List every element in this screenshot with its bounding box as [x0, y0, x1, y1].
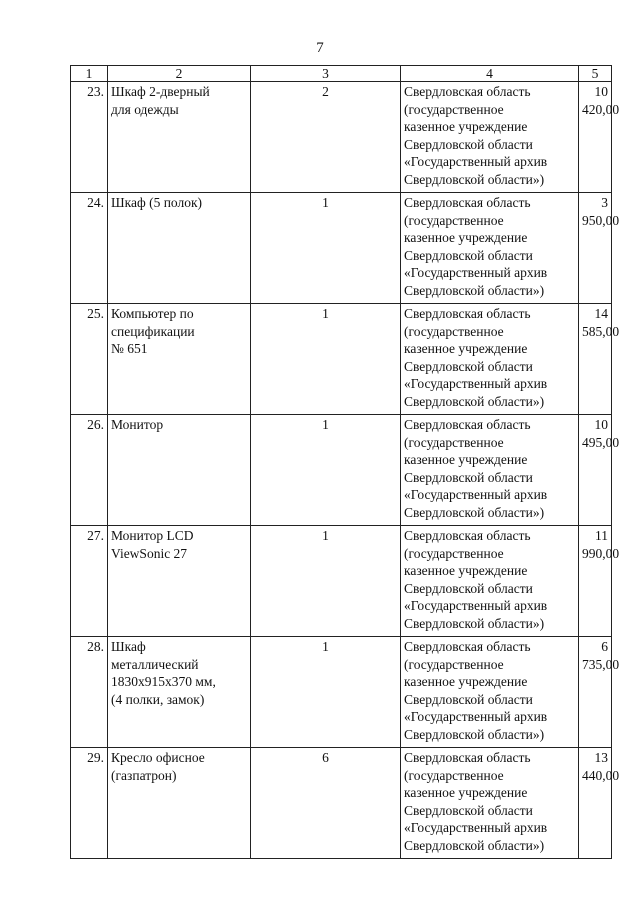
item-name: Шкаф металлический 1830x915x370 мм, (4 полки, замок)	[108, 637, 251, 748]
item-location: Свердловская область (государственное казенное учреждение Свердловской области «Государственный архив Свердловской области»)	[401, 415, 579, 526]
row-number: 23.	[71, 82, 108, 193]
item-price: 3 950,00	[579, 193, 612, 304]
item-name: Кресло офисное (газпатрон)	[108, 748, 251, 859]
column-header-1: 1	[71, 66, 108, 82]
table-row	[71, 748, 612, 859]
item-location: Свердловская область (государственное казенное учреждение Свердловской области «Государственный архив Свердловской области»)	[401, 193, 579, 304]
row-number: 27.	[71, 526, 108, 637]
table-header	[71, 66, 612, 82]
item-name: Шкаф (5 полок)	[108, 193, 251, 304]
item-price: 13 440,00	[579, 748, 612, 859]
item-price: 14 585,00	[579, 304, 612, 415]
row-number: 28.	[71, 637, 108, 748]
property-table	[70, 65, 620, 859]
item-location: Свердловская область (государственное казенное учреждение Свердловской области «Государственный архив Свердловской области»)	[401, 82, 579, 193]
item-location: Свердловская область (государственное казенное учреждение Свердловской области «Государственный архив Свердловской области»)	[401, 304, 579, 415]
item-quantity: 1	[251, 415, 401, 526]
item-location: Свердловская область (государственное казенное учреждение Свердловской области «Государственный архив Свердловской области»)	[401, 526, 579, 637]
item-location: Свердловская область (государственное казенное учреждение Свердловской области «Государственный архив Свердловской области»)	[401, 748, 579, 859]
item-quantity: 1	[251, 637, 401, 748]
item-price: 6 735,00	[579, 637, 612, 748]
row-number: 26.	[71, 415, 108, 526]
table-row	[71, 415, 612, 526]
row-number: 25.	[71, 304, 108, 415]
header-row	[71, 66, 612, 82]
item-name: Монитор LCD ViewSonic 27	[108, 526, 251, 637]
item-name: Монитор	[108, 415, 251, 526]
item-quantity: 1	[251, 193, 401, 304]
item-price: 10 495,00	[579, 415, 612, 526]
column-header-5: 5	[579, 66, 612, 82]
item-name: Компьютер по спецификации № 651	[108, 304, 251, 415]
item-quantity: 2	[251, 82, 401, 193]
table-row	[71, 526, 612, 637]
item-quantity: 1	[251, 526, 401, 637]
table-row	[71, 637, 612, 748]
item-price: 10 420,00	[579, 82, 612, 193]
table-row	[71, 304, 612, 415]
item-quantity: 6	[251, 748, 401, 859]
row-number: 24.	[71, 193, 108, 304]
page-number: 7	[316, 40, 324, 56]
table-row	[71, 82, 612, 193]
table-row	[71, 193, 612, 304]
column-header-4: 4	[401, 66, 579, 82]
item-name: Шкаф 2-дверный для одежды	[108, 82, 251, 193]
row-number: 29.	[71, 748, 108, 859]
column-header-2: 2	[108, 66, 251, 82]
item-price: 11 990,00	[579, 526, 612, 637]
column-header-3: 3	[251, 66, 401, 82]
item-location: Свердловская область (государственное казенное учреждение Свердловской области «Государственный архив Свердловской области»)	[401, 637, 579, 748]
item-quantity: 1	[251, 304, 401, 415]
